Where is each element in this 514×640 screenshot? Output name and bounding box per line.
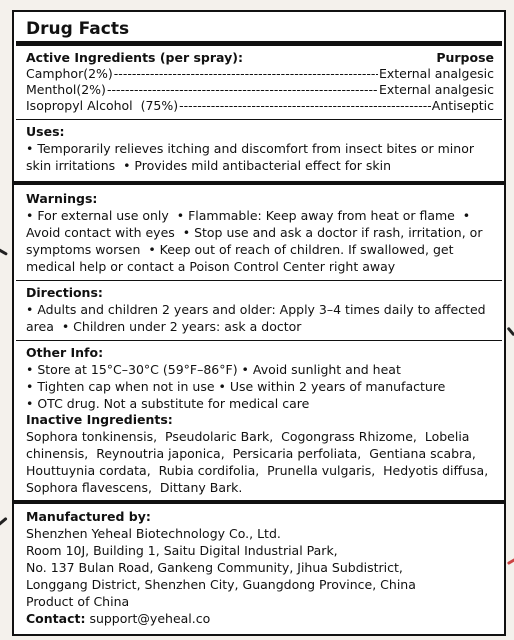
ingredient-purpose: External analgesic — [378, 66, 494, 81]
warnings-heading: Warnings: — [26, 191, 98, 206]
divider-thin — [16, 119, 502, 120]
divider-thin — [16, 340, 502, 341]
active-ingredients-header — [26, 50, 494, 66]
other-info-line: • Store at 15°C–30°C (59°F–86°F) • Avoid sunlight and heat — [26, 362, 401, 377]
active-ingredients-heading: Active Ingredients (per spray): — [26, 50, 243, 65]
other-info-heading: Other Info: — [26, 345, 104, 360]
other-info-line: • Tighten cap when not in use • Use within 2 years of manufacture — [26, 379, 446, 394]
manufacturer-line: Product of China — [26, 594, 130, 609]
purpose-heading: Purpose — [436, 50, 494, 65]
manufacturer-line: Room 10J, Building 1, Saitu Digital Industrial Park, — [26, 543, 338, 558]
directions-heading: Directions: — [26, 285, 103, 300]
uses-text: • Temporarily relieves itching and discomfort from insect bites or minor skin irritations • Provides mild antibacterial effect for skin — [26, 141, 478, 173]
directions-text: • Adults and children 2 years and older: Apply 3–4 times daily to affected area • Children under 2 years: ask a doctor — [26, 302, 490, 334]
ingredient-name: Camphor(2%) — [26, 66, 113, 81]
drug-facts-title: Drug Facts — [26, 19, 130, 39]
contact-label: Contact: — [26, 611, 86, 626]
ingredient-name: Menthol(2%) — [26, 82, 106, 97]
contact-email: support@yeheal.co — [85, 611, 211, 626]
inactive-ingredients-text: Sophora tonkinensis, Pseudolaric Bark, Cogongrass Rhizome, Lobelia chinensis, Reynoutria japonica, Persicaria perfoliata, Gentiana scabra, Houttuynia cordata, Rubia cordifolia, Prunella vulgaris, Hedyotis diffusa, Sophora flavescens, Dittany Bark. — [26, 429, 497, 495]
background-stroke-right — [507, 327, 514, 337]
manufacturer-heading: Manufactured by: — [26, 509, 151, 524]
manufacturer-line: Longgang District, Shenzhen City, Guangdong Province, China — [26, 577, 416, 592]
contact-line — [26, 610, 494, 627]
manufacturer-line: Shenzhen Yeheal Biotechnology Co., Ltd. — [26, 526, 281, 541]
dotted-leader — [179, 98, 431, 114]
ingredient-row — [26, 98, 494, 114]
inactive-ingredients-heading: Inactive Ingredients: — [26, 412, 173, 427]
divider-thin — [16, 280, 502, 281]
ingredient-row — [26, 66, 494, 82]
warnings-text: • For external use only • Flammable: Keep away from heat or flame • Avoid contact with eyes • Stop use and ask a doctor if rash, irritation, or symptoms worsen • Keep out of reach of children. If swallowed, get medical help or contact a Poison Control Center right away — [26, 208, 487, 274]
ingredient-name: Isopropyl Alcohol (75%) — [26, 98, 179, 113]
background-stroke-right — [507, 558, 514, 565]
drug-facts-panel-active — [12, 10, 506, 183]
ingredient-purpose: Antiseptic — [431, 98, 494, 113]
drug-facts-panel-warnings — [12, 183, 506, 502]
drug-facts-panel-manufacturer — [12, 502, 506, 636]
dotted-leader — [114, 66, 378, 82]
background-stroke-left — [0, 517, 8, 526]
dotted-leader — [107, 82, 378, 98]
background-stroke-left — [0, 247, 8, 256]
other-info-line: • OTC drug. Not a substitute for medical care — [26, 396, 310, 411]
divider-thick — [16, 41, 502, 46]
ingredient-purpose: External analgesic — [378, 82, 494, 97]
manufacturer-line: No. 137 Bulan Road, Gankeng Community, Jihua Subdistrict, — [26, 560, 403, 575]
uses-heading: Uses: — [26, 124, 65, 139]
ingredient-row — [26, 82, 494, 98]
